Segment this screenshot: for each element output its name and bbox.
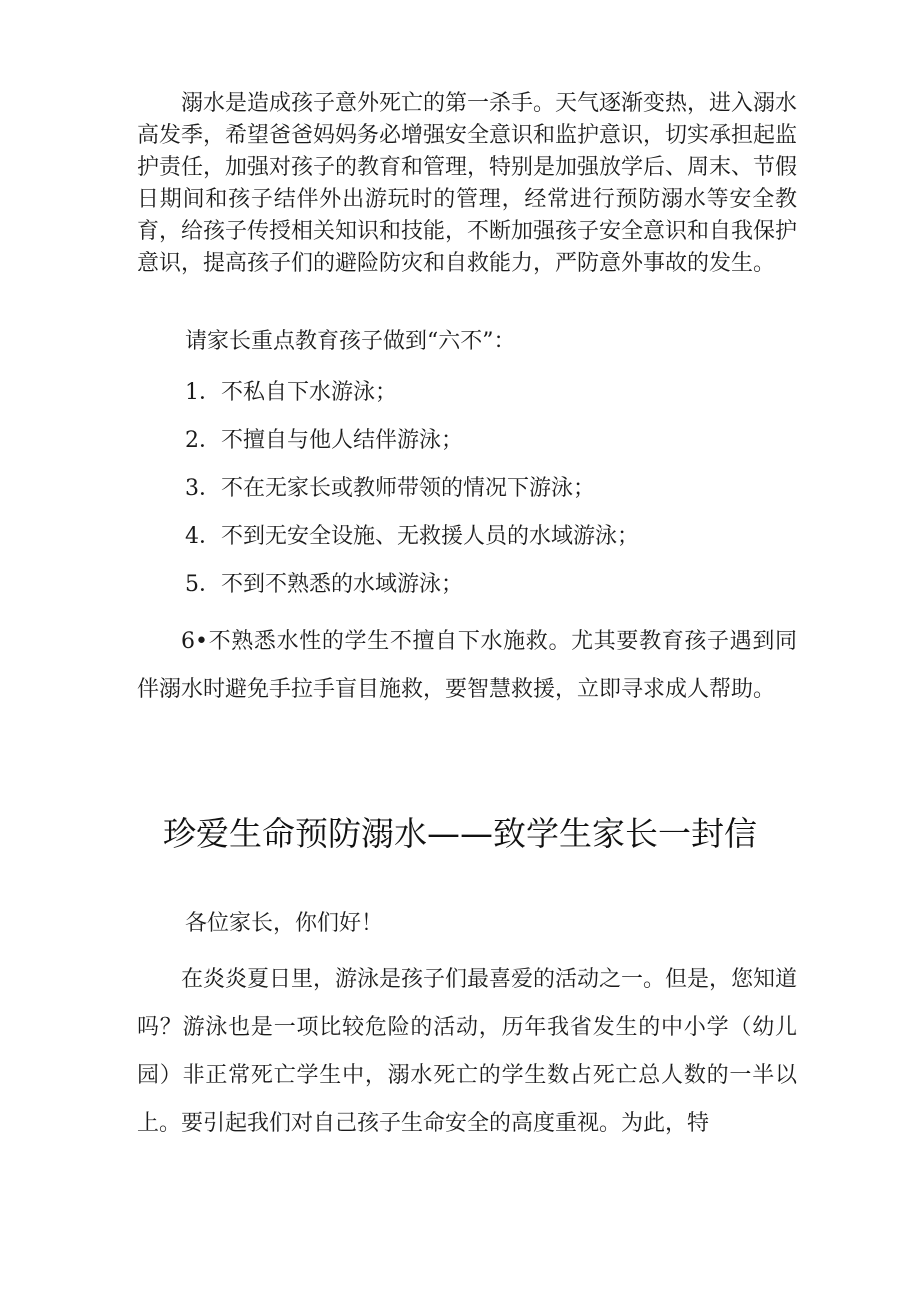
rule-item-1: 1．不私自下水游泳；: [185, 380, 397, 405]
rule-item-5: 5．不到不熟悉的水域游泳；: [185, 572, 463, 597]
rule-item-6: 6•不熟悉水性的学生不擅自下水施救。尤其要教育孩子遇到同伴溺水时避免手拉手盲目施救，要智慧救援，立即寻求成人帮助。: [137, 629, 797, 702]
letter-greeting: 各位家长，你们好！: [185, 911, 384, 936]
six-rules-lead: 请家长重点教育孩子做到“六不”：: [185, 329, 516, 354]
rule-item-4: 4．不到无安全设施、无救援人员的水域游泳；: [185, 524, 639, 549]
intro-paragraph: 溺水是造成孩子意外死亡的第一杀手。天气逐渐变热，进入溺水高发季，希望爸爸妈妈务必增强安全意识和监护意识，切实承担起监护责任，加强对孩子的教育和管理，特别是加强放学后、周末、节假日期间和孩子结伴外出游玩时的管理，经常进行预防溺水等安全教育，给孩子传授相关知识和技能，不断加强孩子安全意识和自我保护意识，提高孩子们的避险防灾和自救能力，严防意外事故的发生。: [137, 91, 798, 276]
letter-title: 珍爱生命预防溺水——致学生家长一封信: [163, 814, 757, 853]
rule-item-2: 2．不擅自与他人结伴游泳；: [185, 428, 463, 453]
rule-item-3: 3．不在无家长或教师带领的情况下游泳；: [185, 476, 595, 501]
letter-body-paragraph: 在炎炎夏日里，游泳是孩子们最喜爱的活动之一。但是，您知道吗？游泳也是一项比较危险的活动，历年我省发生的中小学（幼儿园）非正常死亡学生中，溺水死亡的学生数占死亡总人数的一半以上。要引起我们对自己孩子生命安全的高度重视。为此，特: [137, 967, 798, 1136]
